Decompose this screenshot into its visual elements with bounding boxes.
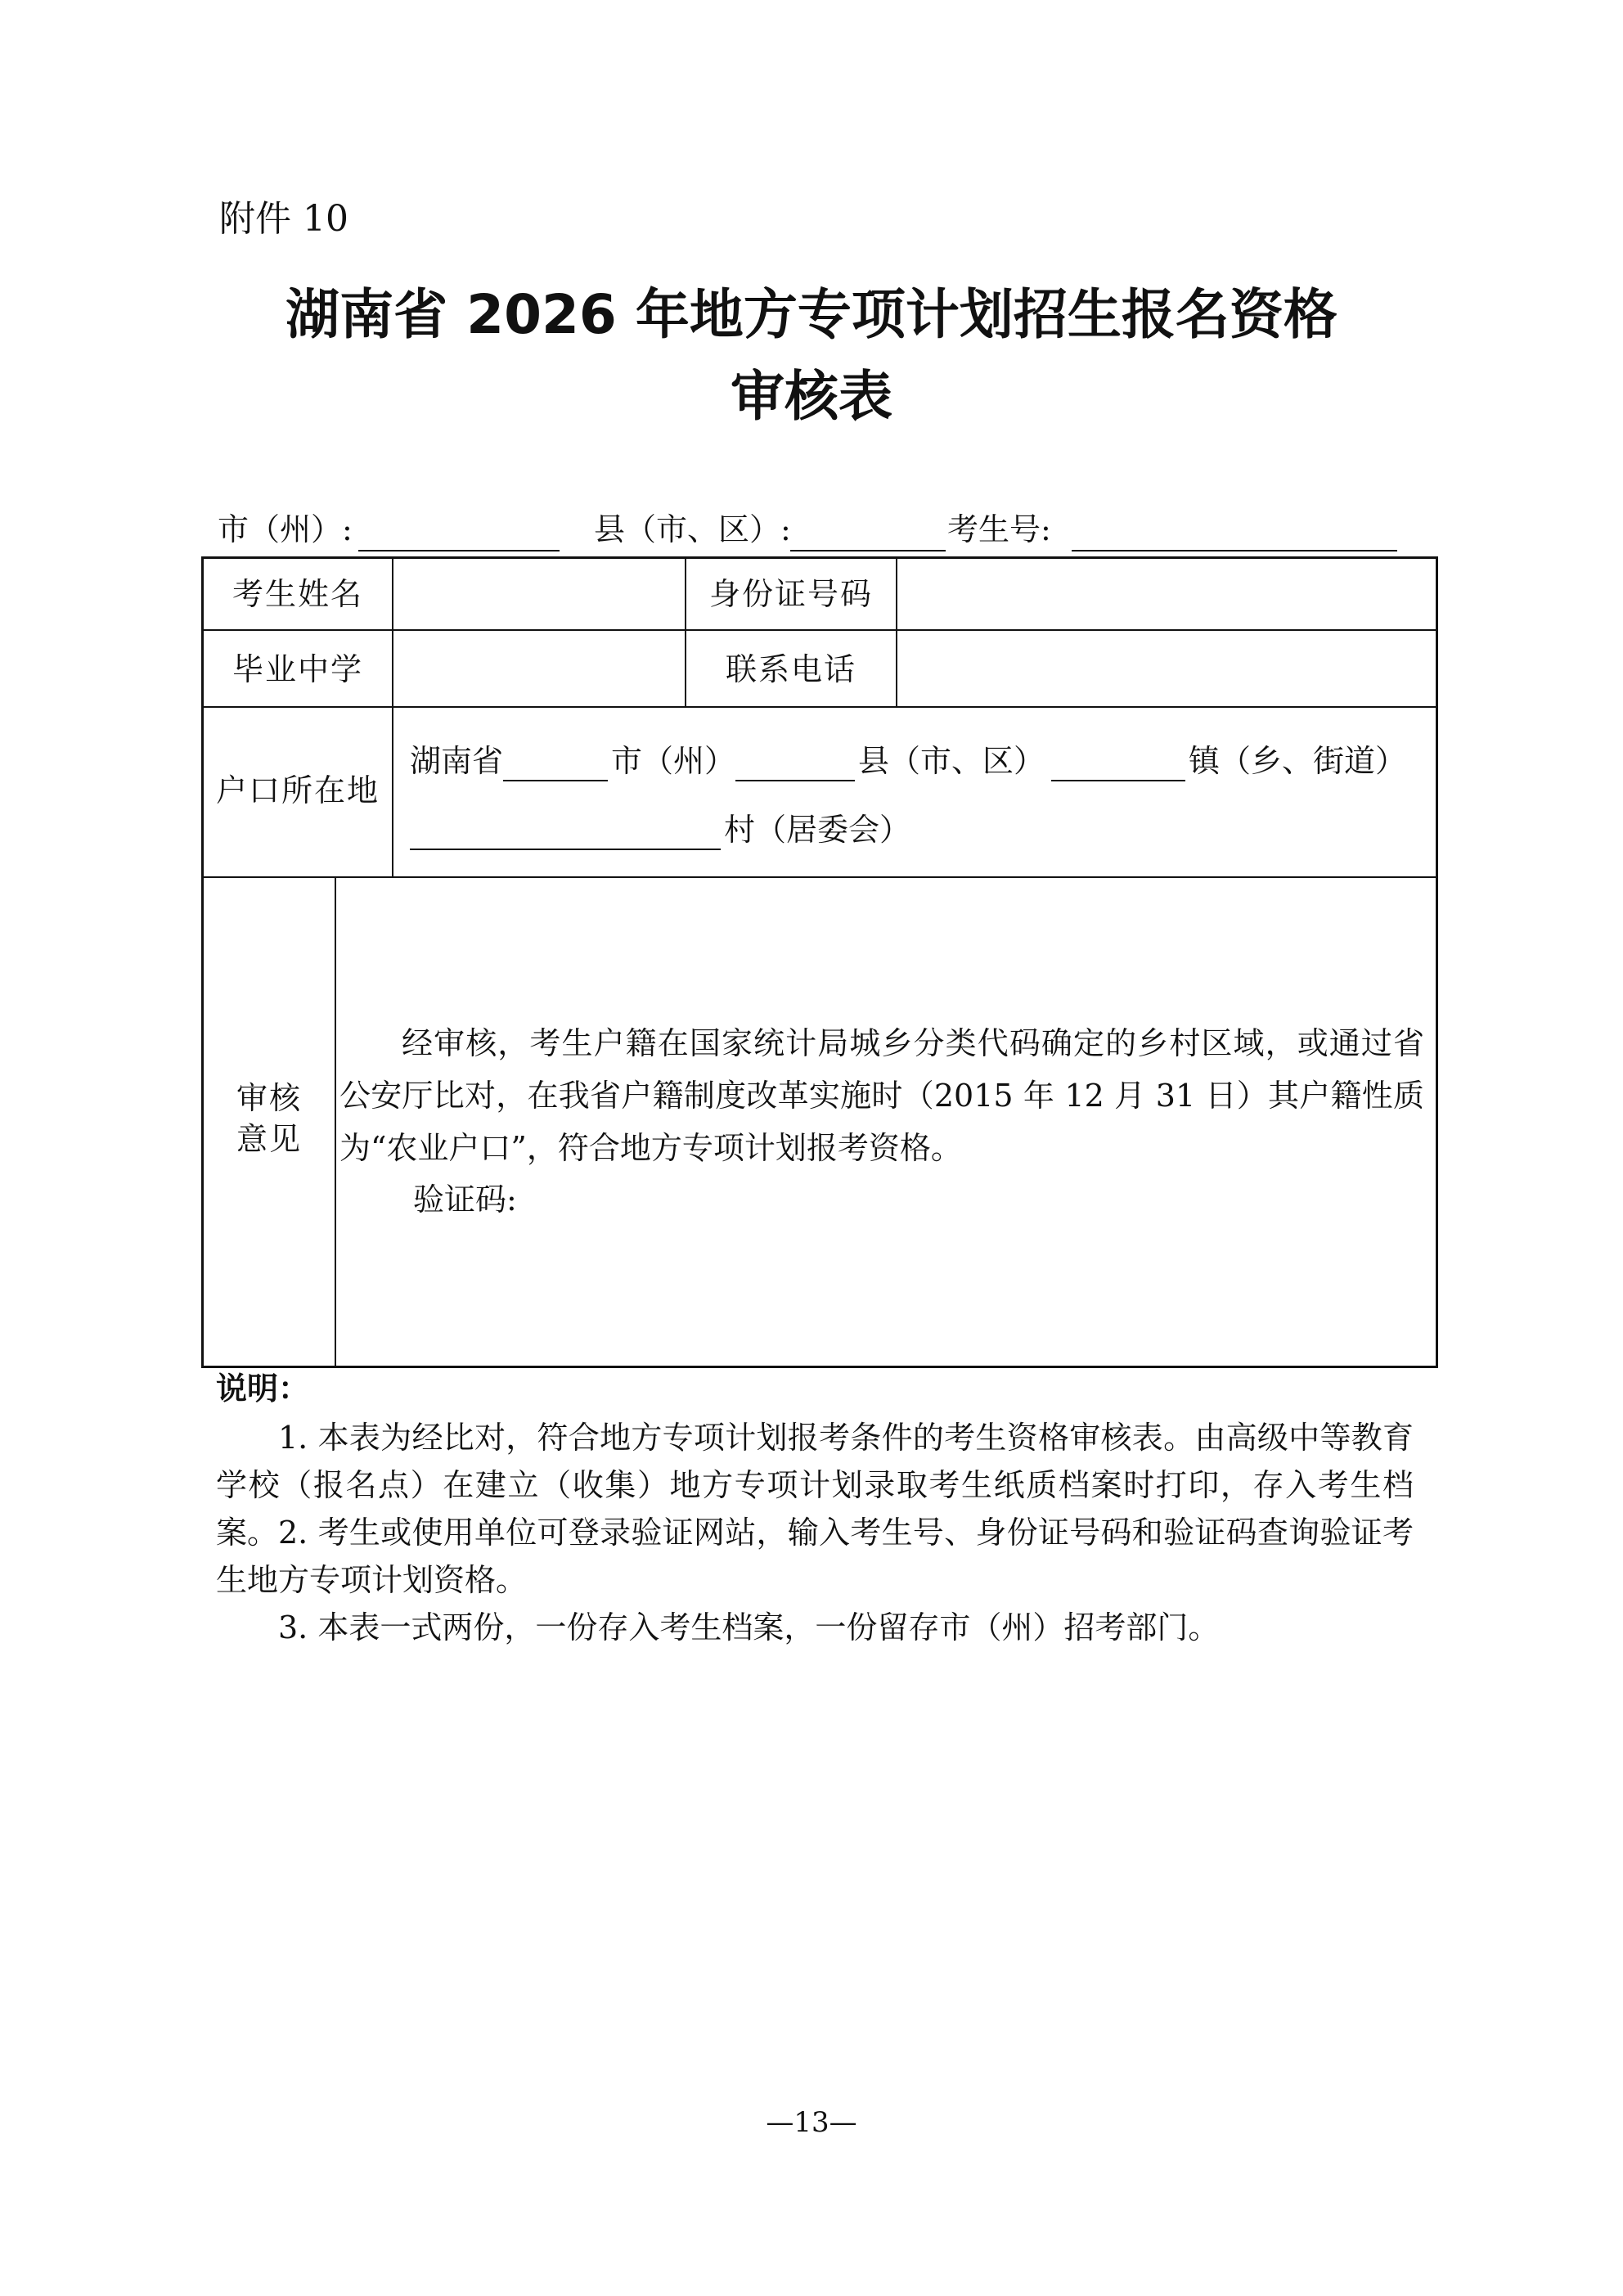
id-number-input-cell[interactable] — [897, 559, 1436, 629]
hukou-label: 户口所在地 — [215, 772, 380, 808]
review-form-table — [201, 556, 1438, 1368]
page-number: —13— — [766, 2106, 857, 2139]
phone-input-cell[interactable] — [897, 631, 1436, 706]
page-title-line1: 湖南省 2026 年地方专项计划招生报名资格 — [285, 283, 1338, 346]
id-number-label: 身份证号码 — [708, 576, 873, 612]
column-divider — [335, 876, 336, 1366]
hukou-city-line[interactable] — [503, 780, 608, 781]
school-label: 毕业中学 — [232, 651, 363, 687]
hukou-village-suffix: 村（居委会） — [724, 812, 911, 848]
review-label-line1: 审核 — [236, 1080, 302, 1116]
hukou-town-line[interactable] — [1051, 780, 1185, 781]
row-divider — [204, 706, 1436, 708]
note-item: 1. 本表为经比对，符合地方专项计划报考条件的考生资格审核表。由高级中等教育学校（报名点）在建立（收集）地方专项计划录取考生纸质档案时打印，存入考生档案。 — [216, 1420, 1414, 1551]
exam-number-label: 考生号: — [947, 511, 1051, 547]
attachment-label: 附件 10 — [219, 198, 348, 240]
verify-code-label: 验证码: — [413, 1182, 517, 1218]
hukou-county-suffix: 县（市、区） — [858, 743, 1045, 779]
hukou-town-suffix: 镇（乡、街道） — [1189, 743, 1407, 779]
note-item: 2. 考生或使用单位可登录验证网站，输入考生号、身份证号码和验证码查询验证考生地方专项计划资格。 — [216, 1515, 1414, 1598]
review-label-line2: 意见 — [236, 1121, 302, 1157]
phone-label: 联系电话 — [725, 651, 856, 687]
page-title-line2: 审核表 — [731, 365, 892, 428]
city-field-line[interactable] — [358, 550, 560, 551]
review-opinion-text: 经审核，考生户籍在国家统计局城乡分类代码确定的乡村区域，或通过省公安厅比对，在我省户籍制度改革实施时（2015 年 12 月 31 日）其户籍性质为“农业户口”，符合地方专项计划报考资格。 — [339, 1025, 1424, 1166]
hukou-province: 湖南省 — [410, 743, 504, 779]
name-input-cell[interactable] — [393, 559, 685, 629]
row-divider — [204, 876, 1436, 878]
notes-title: 说明： — [216, 1371, 310, 1407]
city-field-label: 市（州）: — [218, 511, 353, 547]
name-label: 考生姓名 — [232, 576, 363, 612]
note-item: 3. 本表一式两份，一份存入考生档案，一份留存市（州）招考部门。 — [278, 1609, 1220, 1645]
county-field-line[interactable] — [790, 550, 946, 551]
hukou-city-suffix: 市（州） — [611, 743, 736, 779]
county-field-label: 县（市、区）: — [594, 511, 791, 547]
hukou-county-line[interactable] — [735, 780, 855, 781]
school-input-cell[interactable] — [393, 631, 685, 706]
exam-number-line[interactable] — [1072, 550, 1397, 551]
hukou-village-line[interactable] — [410, 849, 721, 850]
